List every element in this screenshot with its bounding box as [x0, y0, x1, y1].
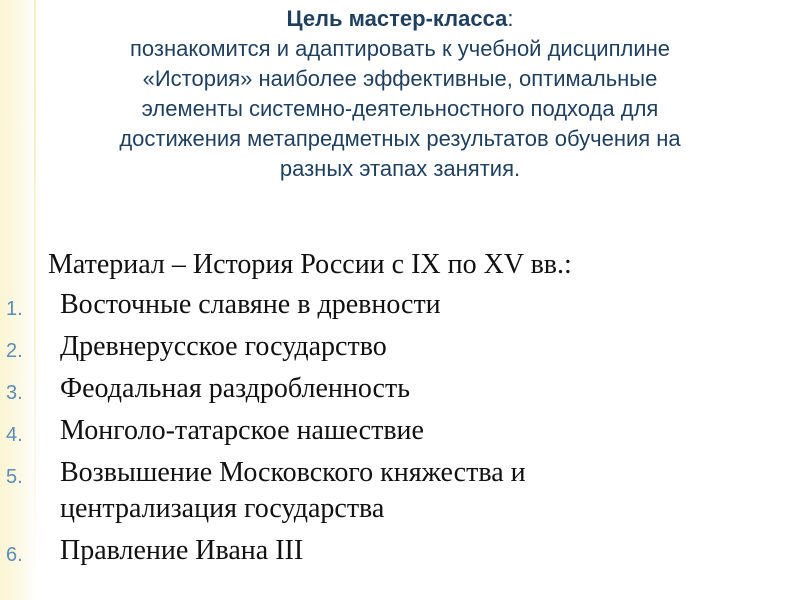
title-heading-colon: : — [507, 6, 514, 31]
title-line-3: элементы системно-деятельностного подхода для — [141, 96, 659, 121]
topic-text-continued: централизация государства — [60, 493, 385, 524]
topic-number: 1. — [6, 298, 23, 320]
topic-item-4 — [0, 413, 790, 449]
slide-title — [0, 4, 800, 184]
topic-number: 6. — [6, 544, 23, 566]
title-heading-line — [0, 4, 800, 34]
topic-text: Древнерусское государство — [60, 331, 387, 362]
topic-text: Возвышение Московского княжества и — [60, 457, 526, 488]
topic-text: Правление Ивана III — [60, 535, 304, 566]
title-line-4: достижения метапредметных результатов обучения на — [119, 126, 681, 151]
topic-text: Монголо-татарское нашествие — [60, 415, 424, 446]
material-heading: Материал – История России с IX по XV вв.: — [48, 249, 572, 280]
topic-item-3 — [0, 371, 790, 407]
title-line-2: «История» наиболее эффективные, оптимальные — [142, 66, 658, 91]
topic-list — [0, 287, 790, 575]
title-line-5: разных этапах занятия. — [279, 156, 521, 181]
topic-number: 3. — [6, 382, 23, 404]
topic-text: Восточные славяне в древности — [60, 289, 441, 320]
topic-number: 4. — [6, 424, 23, 446]
title-line-1: познакомится и адаптировать к учебной дисциплине — [129, 36, 671, 61]
topic-number: 5. — [6, 466, 23, 488]
topic-number: 2. — [6, 340, 23, 362]
topic-text: Феодальная раздробленность — [60, 373, 410, 404]
topic-item-1 — [0, 287, 790, 323]
title-heading: Цель мастер-класса — [286, 6, 508, 31]
topic-item-5 — [0, 455, 790, 527]
topic-item-6 — [0, 533, 790, 569]
topic-item-2 — [0, 329, 790, 365]
